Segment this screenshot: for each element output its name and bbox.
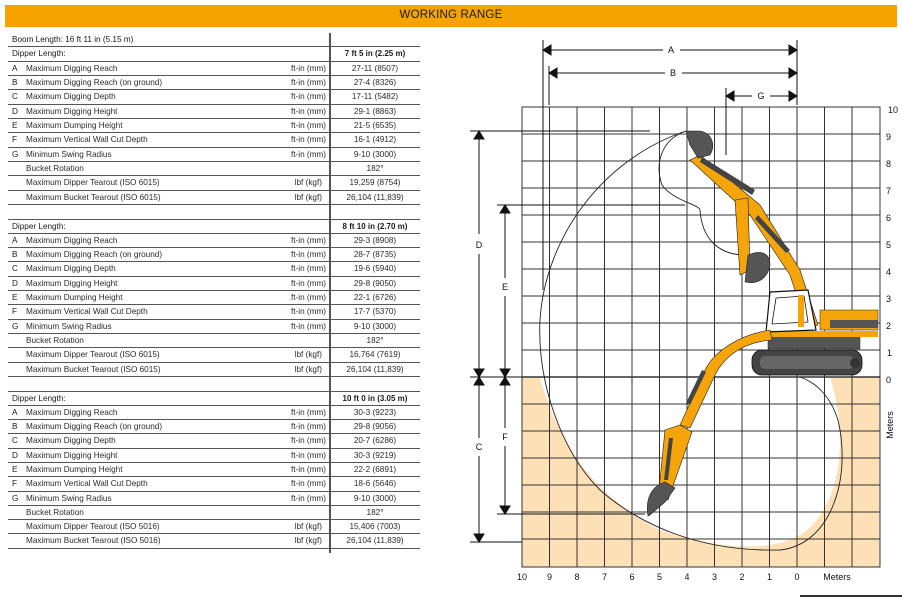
row-letter: D	[12, 278, 18, 288]
row-label: Maximum Digging Reach (on ground)	[26, 421, 163, 431]
row-letter: E	[12, 464, 18, 474]
row-letter: E	[12, 292, 18, 302]
row-unit: ft-in (mm)	[290, 278, 326, 288]
dipper-length-label: Dipper Length:	[12, 49, 66, 59]
svg-text:6: 6	[629, 572, 635, 582]
row-value: 182°	[366, 507, 384, 517]
row-value: 27-11 (8507)	[351, 63, 399, 73]
row-label: Maximum Dumping Height	[26, 292, 123, 302]
row-label: Maximum Bucket Tearout (ISO 6015)	[26, 192, 161, 202]
raised-bucket-icon	[686, 131, 713, 158]
row-value: 27-4 (8326)	[353, 77, 397, 87]
svg-text:3: 3	[711, 572, 718, 582]
row-label: Minimum Swing Radius	[26, 321, 112, 331]
row-letter: F	[12, 479, 18, 489]
row-letter: A	[12, 63, 18, 73]
svg-text:9: 9	[886, 132, 892, 142]
row-value: 19-6 (5940)	[353, 264, 397, 274]
row-value: 19,259 (8754)	[349, 178, 401, 188]
row-value: 21-5 (6535)	[353, 120, 397, 130]
row-unit: ft-in (mm)	[290, 407, 326, 417]
svg-text:8: 8	[886, 159, 892, 169]
row-value: 20-7 (6286)	[353, 436, 397, 446]
row-label: Maximum Bucket Tearout (ISO 5016)	[26, 536, 161, 546]
cab	[766, 290, 816, 332]
row-value: 30-3 (9219)	[353, 450, 397, 460]
row-letter: F	[12, 307, 18, 317]
svg-text:5: 5	[886, 240, 892, 250]
x-axis-ticks	[517, 572, 851, 582]
row-value: 29-8 (9056)	[353, 421, 397, 431]
row-value: 9-10 (3000)	[353, 493, 397, 503]
row-value: 9-10 (3000)	[353, 149, 397, 159]
dim-label-b: B	[669, 68, 677, 78]
dipper-length-label: Dipper Length:	[12, 222, 66, 232]
row-letter: F	[12, 135, 18, 145]
row-unit: ft-in (mm)	[290, 135, 326, 145]
row-label: Maximum Digging Reach	[26, 407, 118, 417]
row-unit: ft-in (mm)	[290, 264, 326, 274]
svg-text:1: 1	[887, 348, 893, 358]
row-value: 29-8 (9050)	[353, 278, 397, 288]
row-value: 17-11 (5482)	[351, 92, 399, 102]
row-label: Maximum Dipper Tearout (ISO 6015)	[26, 350, 160, 360]
row-value: 26,104 (11,839)	[346, 192, 404, 202]
row-unit: ft-in (mm)	[290, 106, 326, 116]
row-letter: G	[12, 321, 19, 331]
svg-text:10: 10	[888, 105, 899, 115]
dim-label-d: D	[475, 240, 483, 250]
row-value: 182°	[366, 335, 384, 345]
row-letter: B	[12, 249, 18, 259]
curled-bucket-icon	[745, 252, 770, 282]
row-label: Maximum Dipper Tearout (ISO 5016)	[26, 522, 160, 532]
row-value: 26,104 (11,839)	[346, 364, 404, 374]
row-letter: D	[12, 450, 18, 460]
row-value: 26,104 (11,839)	[346, 536, 404, 546]
row-unit: ft-in (mm)	[290, 321, 326, 331]
row-unit: lbf (kgf)	[294, 522, 322, 532]
row-label: Maximum Dipper Tearout (ISO 6015)	[26, 178, 160, 188]
row-label: Minimum Swing Radius	[26, 149, 112, 159]
row-unit: ft-in (mm)	[290, 450, 326, 460]
dipper-length-label: Dipper Length:	[12, 394, 66, 404]
x-axis-label: Meters	[823, 572, 851, 582]
row-letter: C	[12, 92, 18, 102]
svg-text:2: 2	[739, 572, 745, 582]
svg-text:6: 6	[886, 213, 892, 223]
row-unit: ft-in (mm)	[290, 436, 326, 446]
row-value: 182°	[366, 163, 384, 173]
row-value: 29-3 (8908)	[353, 235, 397, 245]
svg-text:0: 0	[886, 375, 892, 385]
y-axis-ticks	[886, 105, 898, 385]
row-unit: lbf (kgf)	[294, 350, 322, 360]
row-letter: B	[12, 421, 18, 431]
excavator-body	[752, 290, 878, 375]
row-unit: ft-in (mm)	[290, 92, 326, 102]
row-unit: ft-in (mm)	[290, 63, 326, 73]
row-label: Maximum Digging Reach	[26, 63, 118, 73]
row-label: Maximum Dumping Height	[26, 120, 123, 130]
row-unit: ft-in (mm)	[290, 235, 326, 245]
dim-label-f: F	[502, 432, 508, 442]
row-label: Maximum Digging Depth	[26, 92, 116, 102]
row-label: Maximum Digging Height	[26, 106, 118, 116]
row-value: 15,406 (7003)	[349, 522, 401, 532]
row-label: Maximum Dumping Height	[26, 464, 123, 474]
row-unit: lbf (kgf)	[294, 178, 322, 188]
svg-text:10: 10	[516, 572, 528, 582]
row-label: Minimum Swing Radius	[26, 493, 112, 503]
row-value: 16-1 (4912)	[353, 135, 397, 145]
row-label: Bucket Rotation	[26, 507, 84, 517]
row-value: 28-7 (8735)	[353, 249, 397, 259]
dim-label-a: A	[667, 45, 675, 55]
y-axis-label: Meters	[885, 411, 895, 439]
svg-text:4: 4	[684, 572, 690, 582]
row-unit: ft-in (mm)	[290, 479, 326, 489]
row-unit: ft-in (mm)	[290, 120, 326, 130]
row-letter: G	[12, 149, 19, 159]
row-letter: G	[12, 493, 19, 503]
svg-text:8: 8	[574, 572, 580, 582]
row-letter: B	[12, 77, 18, 87]
svg-text:2: 2	[886, 321, 892, 331]
row-unit: ft-in (mm)	[290, 77, 326, 87]
dipper-length-value: 8 ft 10 in (2.70 m)	[342, 222, 408, 232]
dim-label-c: C	[475, 442, 483, 452]
dipper-length-value: 7 ft 5 in (2.25 m)	[344, 49, 406, 59]
row-unit: ft-in (mm)	[290, 464, 326, 474]
row-label: Maximum Vertical Wall Cut Depth	[26, 307, 148, 317]
row-unit: lbf (kgf)	[294, 536, 322, 546]
row-letter: D	[12, 106, 18, 116]
svg-text:0: 0	[794, 572, 800, 582]
row-label: Maximum Bucket Tearout (ISO 6015)	[26, 364, 161, 374]
row-letter: A	[12, 407, 18, 417]
svg-text:7: 7	[886, 186, 892, 196]
row-label: Maximum Digging Reach (on ground)	[26, 77, 163, 87]
row-unit: ft-in (mm)	[290, 421, 326, 431]
row-value: 17-7 (5370)	[353, 307, 397, 317]
svg-text:9: 9	[546, 572, 553, 582]
row-label: Maximum Digging Reach (on ground)	[26, 249, 163, 259]
row-value: 29-1 (8863)	[353, 106, 397, 116]
row-label: Maximum Digging Depth	[26, 436, 116, 446]
row-label: Bucket Rotation	[26, 335, 84, 345]
row-letter: E	[12, 120, 18, 130]
boom-length-label: Boom Length: 16 ft 11 in (5.15 m)	[12, 35, 134, 44]
row-value: 22-1 (6726)	[353, 292, 397, 302]
row-unit: ft-in (mm)	[290, 292, 326, 302]
row-label: Maximum Vertical Wall Cut Depth	[26, 135, 148, 145]
row-unit: ft-in (mm)	[290, 307, 326, 317]
row-label: Maximum Digging Height	[26, 278, 118, 288]
row-label: Maximum Digging Height	[26, 450, 118, 460]
row-letter: C	[12, 436, 18, 446]
row-value: 16,764 (7619)	[349, 350, 401, 360]
row-letter: A	[12, 235, 18, 245]
dipper-length-value: 10 ft 0 in (3.05 m)	[342, 394, 408, 404]
row-value: 22-2 (6891)	[353, 464, 397, 474]
row-label: Maximum Digging Depth	[26, 264, 116, 274]
row-value: 30-3 (9223)	[353, 407, 397, 417]
row-label: Bucket Rotation	[26, 163, 84, 173]
row-value: 18-6 (5646)	[353, 479, 397, 489]
svg-text:1: 1	[766, 572, 773, 582]
dim-label-g: G	[757, 91, 765, 101]
svg-text:7: 7	[601, 572, 608, 582]
page-title: WORKING RANGE	[399, 9, 503, 21]
row-unit: ft-in (mm)	[290, 249, 326, 259]
row-label: Maximum Vertical Wall Cut Depth	[26, 479, 148, 489]
svg-text:4: 4	[886, 267, 892, 277]
row-value: 9-10 (3000)	[353, 321, 397, 331]
row-label: Maximum Digging Reach	[26, 235, 118, 245]
dim-label-e: E	[501, 282, 509, 292]
row-unit: ft-in (mm)	[290, 149, 326, 159]
row-unit: ft-in (mm)	[290, 493, 326, 503]
row-unit: lbf (kgf)	[294, 192, 322, 202]
row-unit: lbf (kgf)	[294, 364, 322, 374]
svg-text:3: 3	[886, 294, 892, 304]
row-letter: C	[12, 264, 18, 274]
svg-text:5: 5	[656, 572, 663, 582]
